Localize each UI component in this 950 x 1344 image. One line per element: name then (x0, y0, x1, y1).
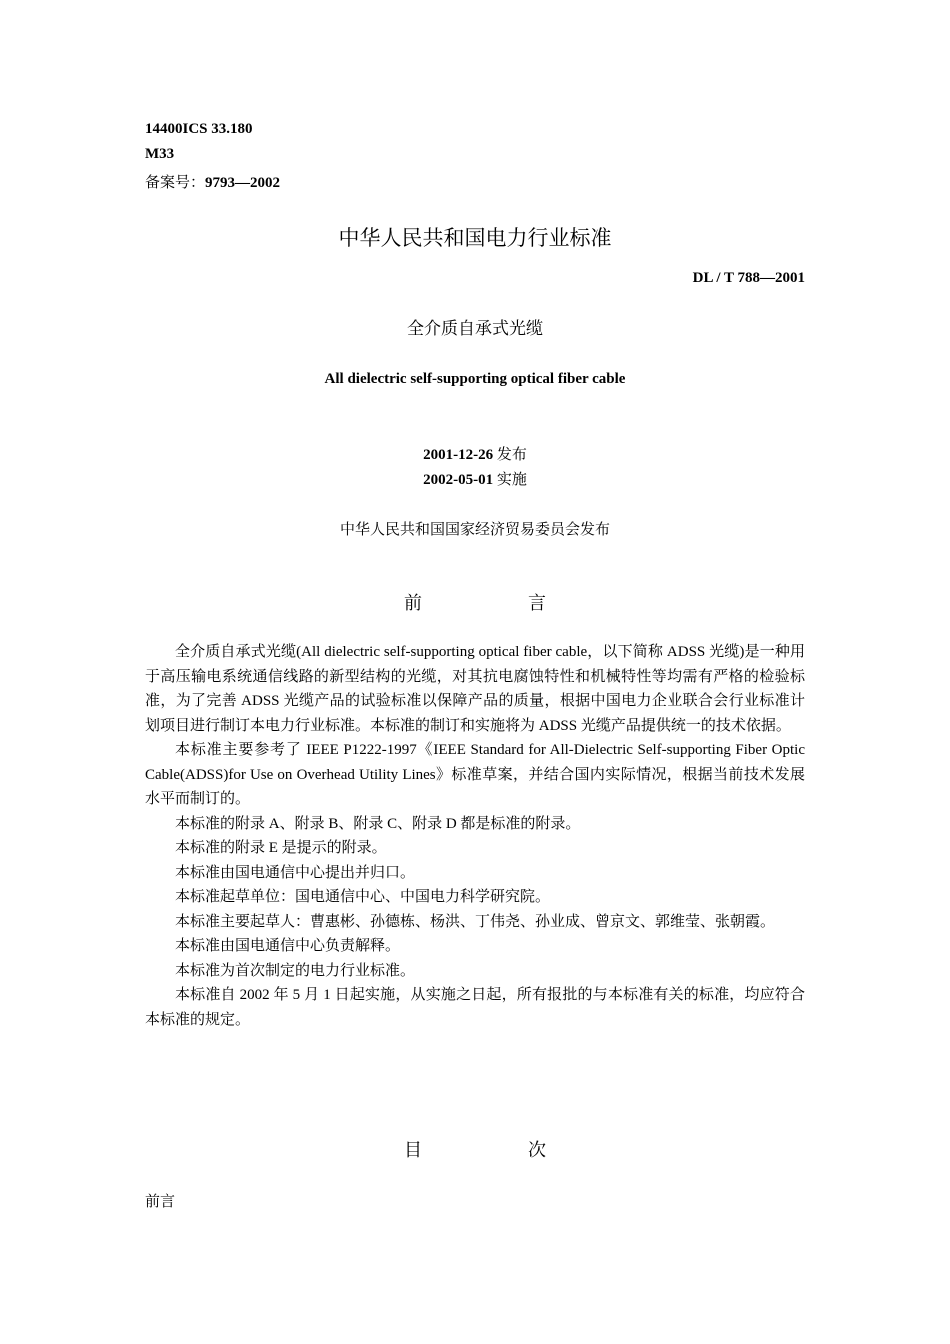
filing-label: 备案号： (145, 175, 206, 191)
standard-category: 中华人民共和国电力行业标准 (338, 226, 612, 250)
publish-line (0, 443, 950, 464)
foreword-paragraph: 本标准为首次制定的电力行业标准。 (175, 962, 416, 979)
filing-record (145, 171, 280, 192)
foreword-paragraph: 本标准主要参考了 IEEE P1222-1997《IEEE Standard for All-Dielectric Self-supporting Fiber Optic Cable(ADSS)for Use on Overhead Utility Lines》标准草案，并结合国内实际情况，根据当前技术发展水平而制订的。 (145, 742, 805, 807)
contents-heading-char2: 次 (528, 1140, 546, 1160)
foreword-paragraph: 本标准由国电通信中心提出并归口。 (175, 864, 416, 881)
contents-heading-char1: 目 (404, 1140, 422, 1160)
publish-label: 发布 (496, 447, 527, 463)
issuer: 中华人民共和国国家经济贸易委员会发布 (339, 522, 610, 538)
title-english: All dielectric self-supporting optical fiber cable (324, 371, 626, 387)
category-code: M33 (145, 146, 175, 162)
publish-date: 2001-12-26 (423, 447, 494, 463)
foreword-heading-char1: 前 (404, 593, 422, 613)
contents-entry-foreword[interactable]: 前言 (145, 1194, 176, 1210)
standard-code: DL / T 788—2001 (692, 270, 805, 286)
foreword-heading-char2: 言 (528, 593, 546, 613)
foreword-paragraph: 本标准起草单位：国电通信中心、中国电力科学研究院。 (175, 889, 551, 905)
foreword-paragraph: 本标准的附录 A、附录 B、附录 C、附录 D 都是标准的附录。 (175, 815, 581, 832)
foreword-paragraph: 全介质自承式光缆(All dielectric self-supporting optical fiber cable，以下简称 ADSS 光缆)是一种用于高压输电系统通信线路的新型结构的光缆，对其抗电腐蚀特性和机械特性等均需有严格的检验标准，为了完善 ADSS 光缆产品的试验标准以保障产品的质量，根据中国电力企业联合会行业标准计划项目进行制订本电力行业标准。本标准的制订和实施将为 ADSS 光缆产品提供统一的技术依据。 (145, 644, 805, 734)
title-chinese: 全介质自承式光缆 (407, 319, 543, 338)
implement-label: 实施 (496, 472, 527, 488)
foreword-paragraph: 本标准主要起草人：曹惠彬、孙德栋、杨洪、丁伟尧、孙业成、曾京文、郭维莹、张朝霞。 (175, 913, 776, 930)
foreword-paragraph: 本标准自 2002 年 5 月 1 日起实施，从实施之日起，所有报批的与本标准有关的标准，均应符合本标准的规定。 (145, 987, 805, 1028)
foreword-paragraph: 本标准由国电通信中心负责解释。 (175, 938, 401, 954)
foreword-body (145, 640, 805, 1032)
implement-date: 2002-05-01 (423, 472, 494, 488)
classification-code: 14400ICS 33.180 (145, 121, 253, 137)
filing-number: 9793—2002 (205, 175, 281, 191)
implement-line (0, 468, 950, 489)
foreword-paragraph: 本标准的附录 E 是提示的附录。 (175, 840, 387, 856)
